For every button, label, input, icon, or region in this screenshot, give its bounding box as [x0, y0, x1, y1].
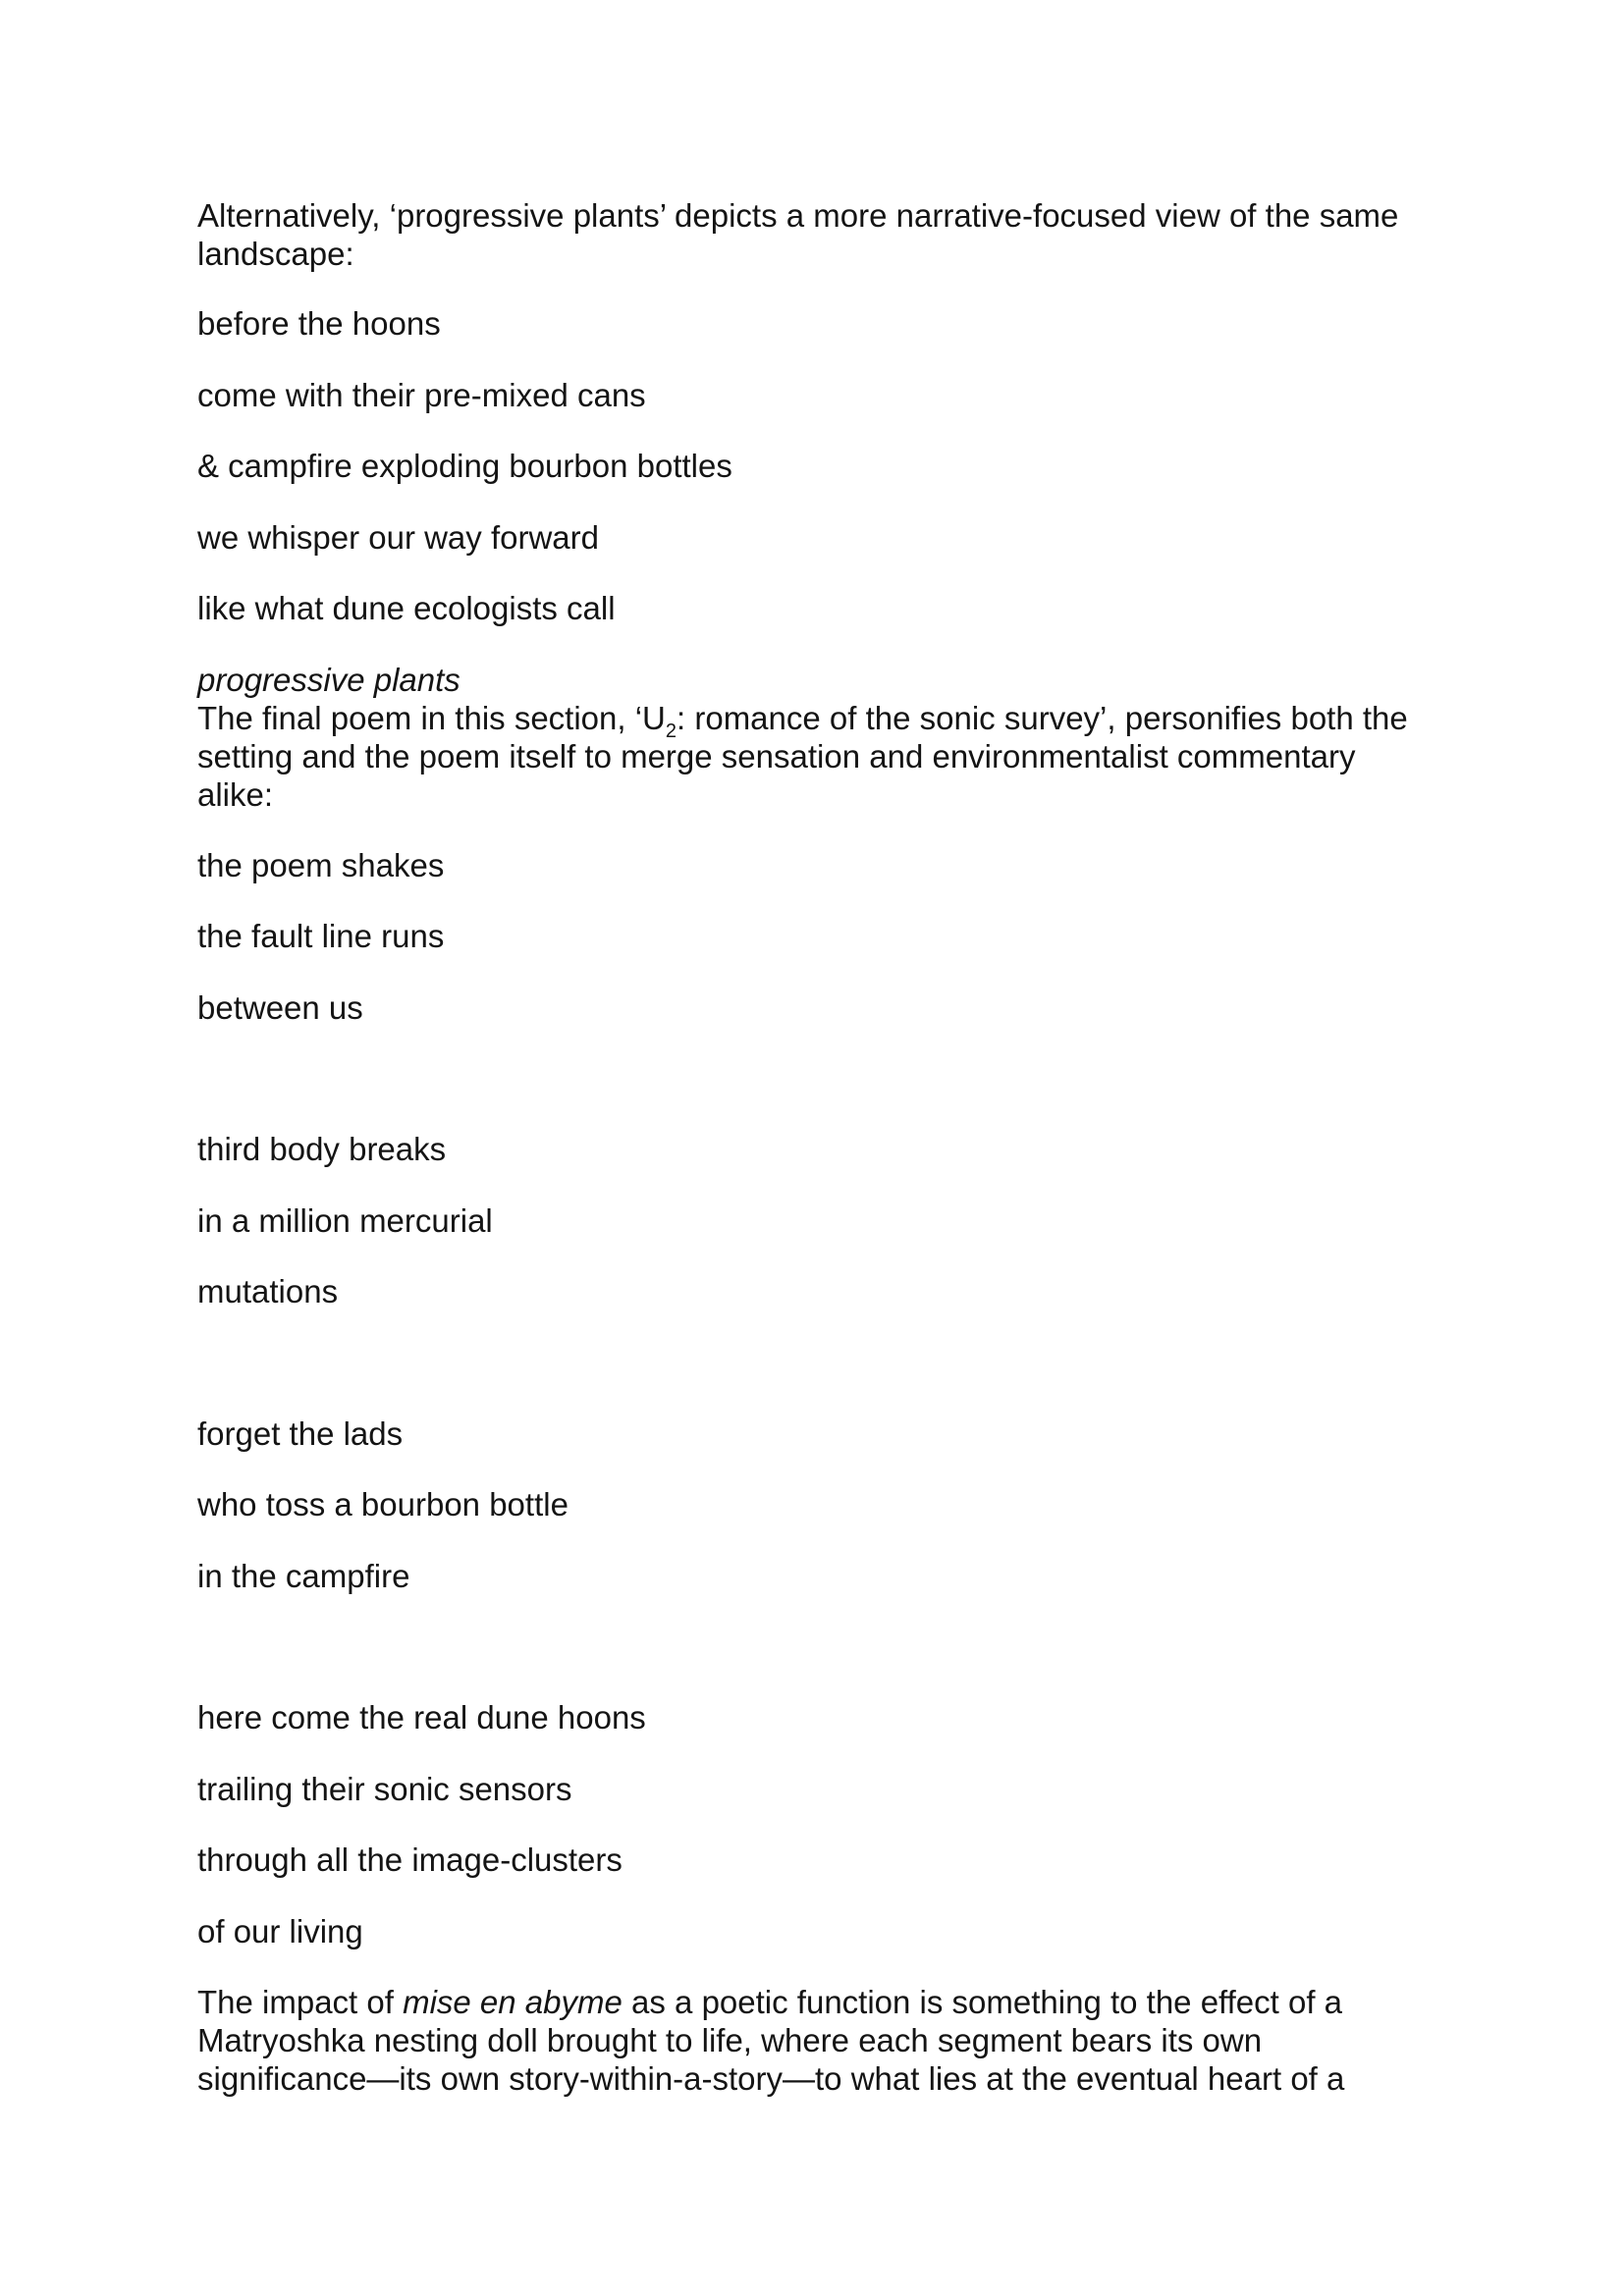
poem2-line: of our living: [197, 1913, 363, 1949]
poem2-line: trailing their sonic sensors: [197, 1771, 572, 1807]
para2-line-1-a: The final poem in this section, ‘U: [197, 700, 666, 736]
para3-italic-term: mise en abyme: [403, 1984, 623, 2020]
poem1-line: come with their pre-mixed cans: [197, 377, 646, 413]
poem2-line: through all the image-clusters: [197, 1842, 623, 1878]
poem2-line: the poem shakes: [197, 847, 445, 883]
para3-line-1-b: as a poetic function is something to the effect of a: [622, 1984, 1343, 2020]
poem1-line: before the hoons: [197, 305, 441, 342]
poem1-line: like what dune ecologists call: [197, 590, 616, 626]
para2-line-3: alike:: [197, 776, 274, 813]
intro-line-1: Alternatively, ‘progressive plants’ depicts a more narrative-focused view of the same: [197, 197, 1399, 234]
poem1-line: & campfire exploding bourbon bottles: [197, 448, 732, 484]
poem2-line: in the campfire: [197, 1558, 410, 1594]
para2-line-1: [197, 699, 1408, 742]
poem1-line: we whisper our way forward: [197, 519, 599, 556]
poem2-line: between us: [197, 989, 363, 1026]
poem2-line: forget the lads: [197, 1415, 404, 1452]
para3-line-1: [197, 1983, 1342, 2021]
para3-line-2: Matryoshka nesting doll brought to life, where each segment bears its own: [197, 2022, 1263, 2058]
poem2-line: the fault line runs: [197, 918, 445, 954]
para2-line-2: setting and the poem itself to merge sensation and environmentalist commentary: [197, 738, 1356, 774]
para3-line-1-a: The impact of: [197, 1984, 404, 2020]
poem2-line: in a million mercurial: [197, 1202, 493, 1239]
poem1-italic-line: progressive plants: [197, 662, 460, 698]
poem2-line: here come the real dune hoons: [197, 1699, 646, 1735]
para2-subscript: 2: [665, 721, 677, 742]
para2-line-1-b: : romance of the sonic survey’, personifies both the: [677, 700, 1408, 736]
poem1-last-line: [197, 661, 460, 699]
poem2-line: third body breaks: [197, 1131, 447, 1167]
poem2-line: mutations: [197, 1273, 339, 1309]
poem2-line: who toss a bourbon bottle: [197, 1486, 568, 1522]
intro-line-2: landscape:: [197, 236, 354, 272]
para3-line-3: significance—its own story-within-a-story—to what lies at the eventual heart of a: [197, 2060, 1345, 2097]
